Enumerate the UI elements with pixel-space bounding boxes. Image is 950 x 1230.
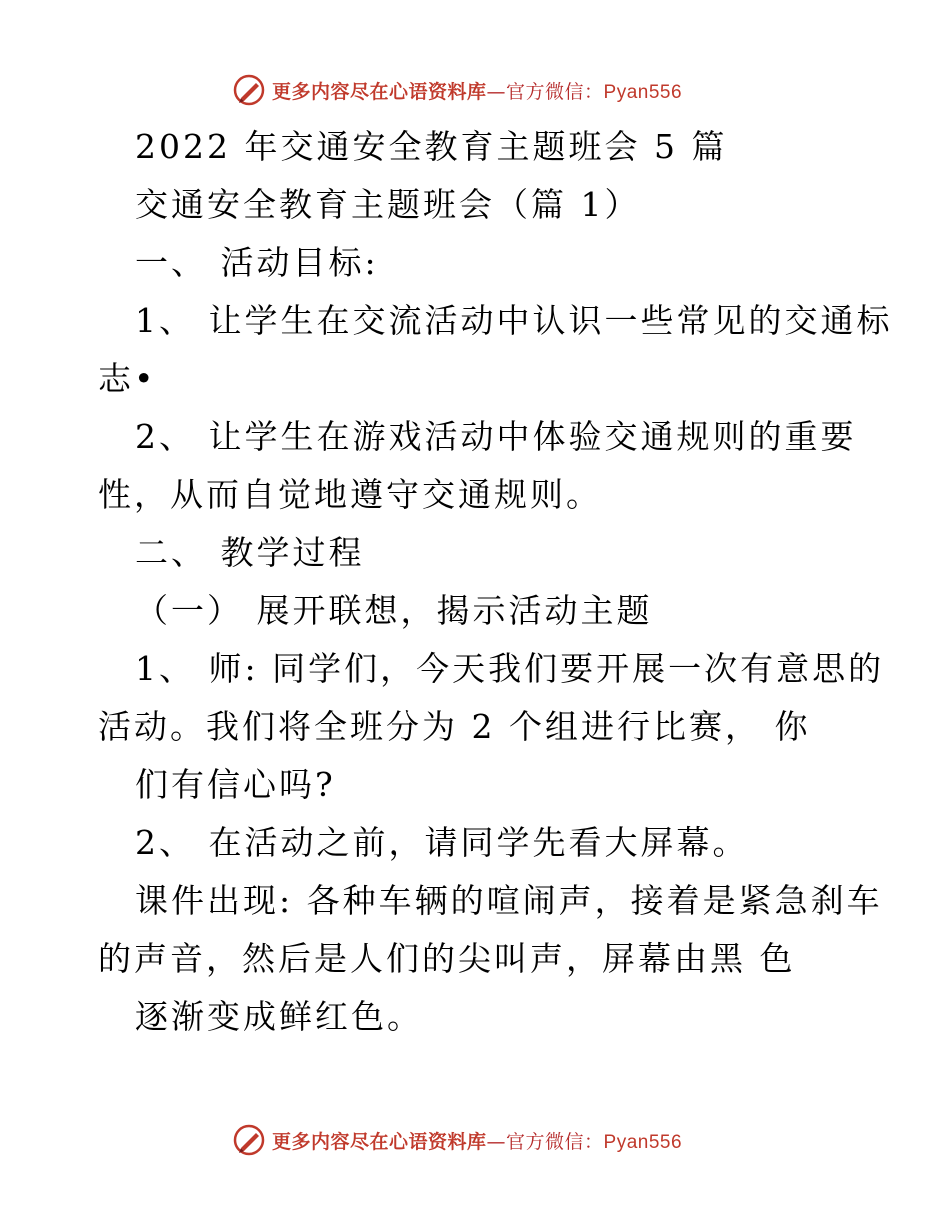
pen-logo-icon [232,1123,266,1157]
body-line: 逐渐变成鲜红色。 [135,997,423,1036]
body-line: 2、 在活动之前，请同学先看大屏幕。 [135,823,749,862]
header-watermark [232,72,712,108]
watermark-separator: — [486,1130,507,1153]
watermark-label: 官方微信： [506,1130,604,1153]
body-line: 活动。我们将全班分为 2 个组进行比赛， 你 [98,707,811,746]
footer-watermark [232,1122,712,1158]
watermark-id: Pyan556 [603,1131,683,1153]
watermark-separator: — [486,80,507,103]
body-line: 的声音，然后是人们的尖叫声，屏幕由黑 色 [98,939,796,978]
watermark-brand: 更多内容尽在心语资料库 [272,1130,487,1153]
body-line: 志• [98,359,157,398]
pen-logo-icon [232,73,266,107]
section-heading: 二、 教学过程 [135,533,365,572]
body-line: 们有信心吗? [135,765,336,804]
section-heading: 一、 活动目标: [135,243,379,282]
body-line: 1、 让学生在交流活动中认识一些常见的交通标 [135,301,893,340]
watermark-label: 官方微信： [506,80,604,103]
body-line: 性，从而自觉地遵守交通规则。 [98,475,602,514]
body-line: 2、 让学生在游戏活动中体验交通规则的重要 [135,417,857,456]
watermark-brand: 更多内容尽在心语资料库 [272,80,487,103]
subsection-heading: （一） 展开联想，揭示活动主题 [135,591,653,630]
body-line: 1、 师: 同学们，今天我们要开展一次有意思的 [135,649,885,688]
document-title: 2022 年交通安全教育主题班会 5 篇 [135,127,728,166]
document-subtitle: 交通安全教育主题班会（篇 1） [135,185,641,224]
body-line: 课件出现: 各种车辆的喧闹声，接着是紧急刹车 [135,881,883,920]
watermark-id: Pyan556 [603,81,683,103]
